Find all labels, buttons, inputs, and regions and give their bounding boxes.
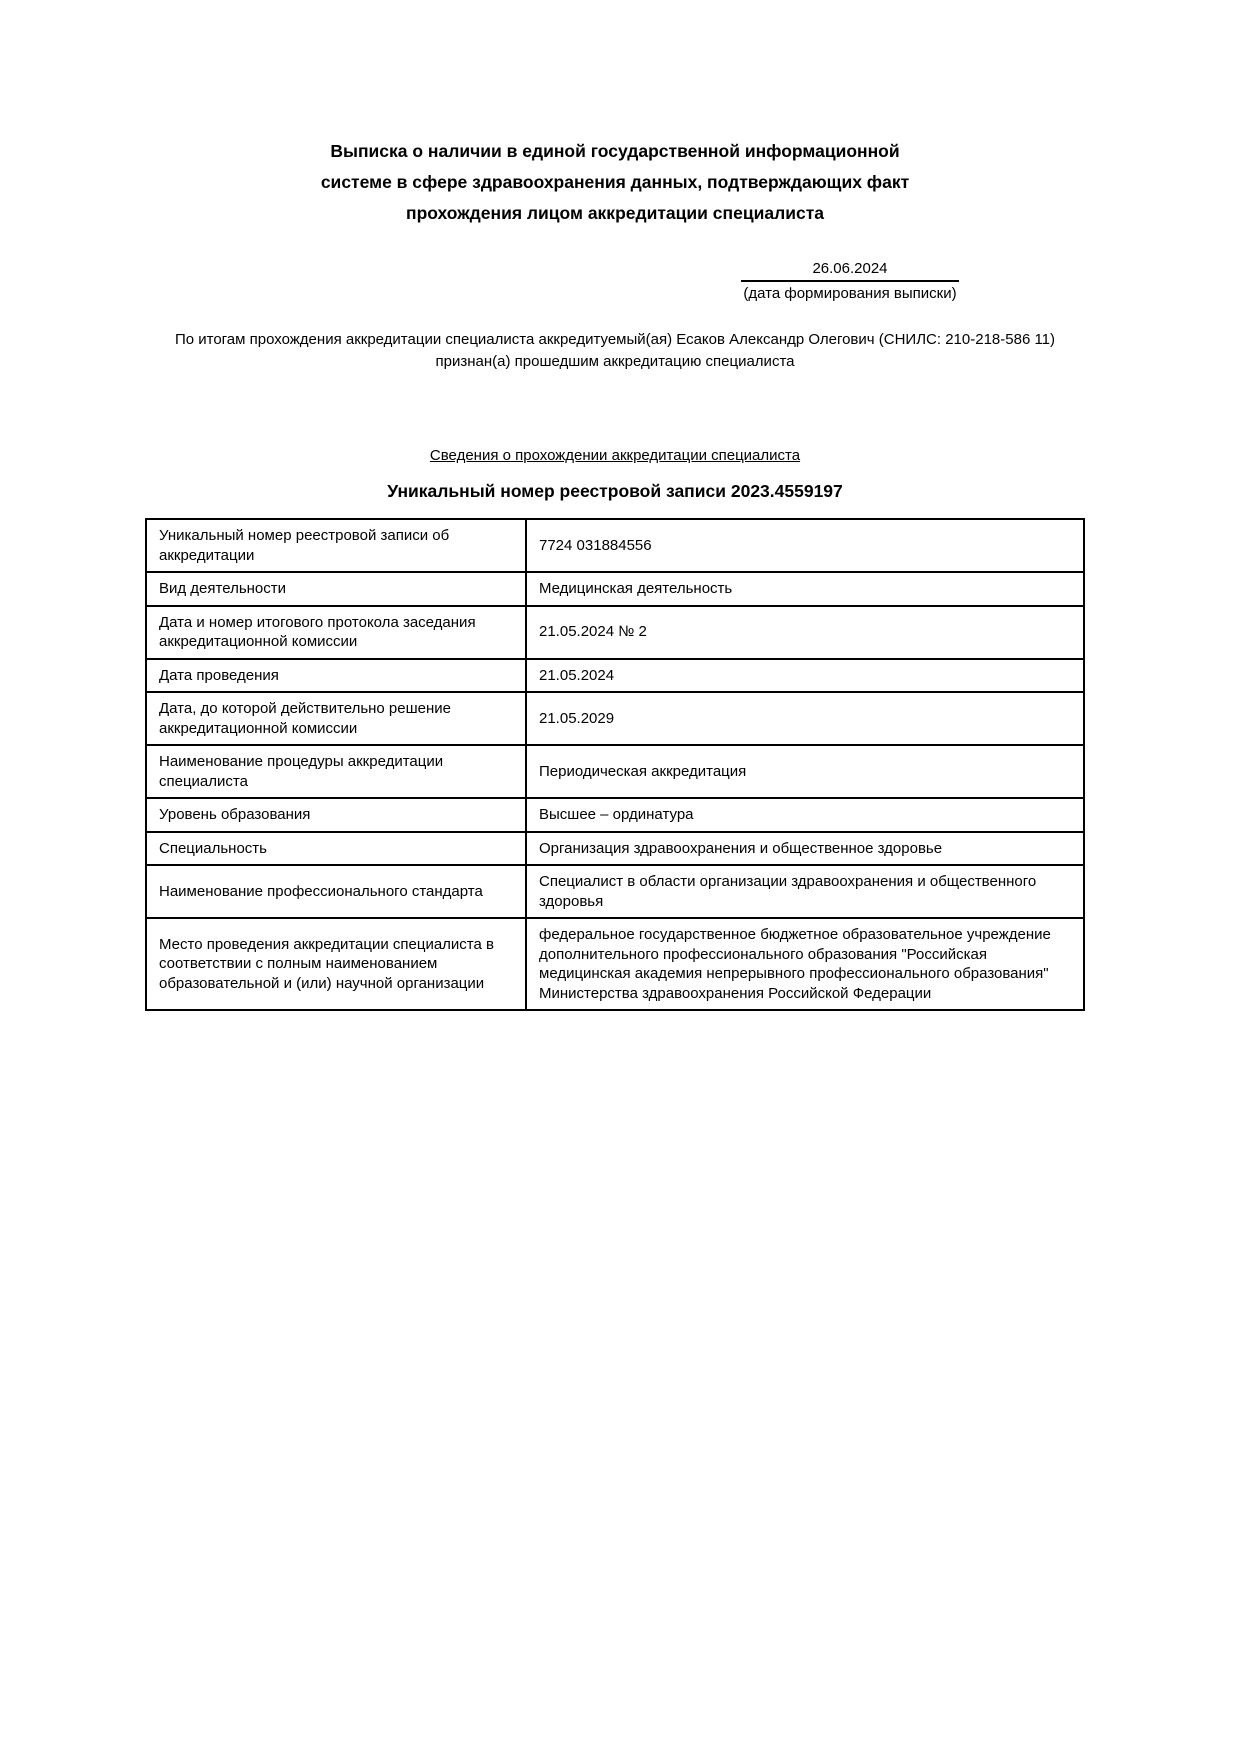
- row-value: Высшее – ординатура: [526, 798, 1084, 832]
- table-row-registry-number: [146, 519, 1084, 572]
- row-label: Дата и номер итогового протокола заседания аккредитационной комиссии: [146, 606, 526, 659]
- row-value: Медицинская деятельность: [526, 572, 1084, 606]
- table-row-protocol-date-number: [146, 606, 1084, 659]
- table-row-exam-date: [146, 659, 1084, 693]
- row-label: Дата, до которой действительно решение аккредитационной комиссии: [146, 692, 526, 745]
- document-title-line-1: Выписка о наличии в единой государственной информационной: [330, 141, 900, 161]
- row-value: 21.05.2024: [526, 659, 1084, 693]
- document-content: [145, 0, 1085, 1011]
- row-label: Наименование профессионального стандарта: [146, 865, 526, 918]
- row-label: Место проведения аккредитации специалиста в соответствии с полным наименованием образовательной и (или) научной организации: [146, 918, 526, 1010]
- row-value: 7724 031884556: [526, 519, 1084, 572]
- section-heading: Сведения о прохождении аккредитации специалиста: [429, 447, 801, 464]
- accreditation-table: [145, 518, 1085, 1011]
- intro-line-1: По итогам прохождения аккредитации специалиста аккредитуемый(ая) Есаков Александр Олегович (СНИЛС: 210-218-586 11): [174, 331, 1056, 348]
- table-row-accreditation-place: [146, 918, 1084, 1010]
- row-value: федеральное государственное бюджетное образовательное учреждение дополнительного профессионального образования "Российская медицинская академия непрерывного профессионального образования" Министерства здравоохранения Российской Федерации: [526, 918, 1084, 1010]
- table-row-education-level: [146, 798, 1084, 832]
- document-title-line-2: системе в сфере здравоохранения данных, подтверждающих факт: [320, 172, 910, 192]
- row-value: 21.05.2024 № 2: [526, 606, 1084, 659]
- document-title: [145, 136, 1085, 229]
- issue-date-block: [715, 260, 985, 302]
- row-value: Периодическая аккредитация: [526, 745, 1084, 798]
- row-label: Дата проведения: [146, 659, 526, 693]
- row-label: Вид деятельности: [146, 572, 526, 606]
- row-label: Уникальный номер реестровой записи об аккредитации: [146, 519, 526, 572]
- issue-date: 26.06.2024: [741, 260, 959, 282]
- row-label: Специальность: [146, 832, 526, 866]
- table-row-activity-type: [146, 572, 1084, 606]
- table-row-procedure-name: [146, 745, 1084, 798]
- row-label: Наименование процедуры аккредитации специалиста: [146, 745, 526, 798]
- row-value: Организация здравоохранения и общественное здоровье: [526, 832, 1084, 866]
- document-title-line-3: прохождения лицом аккредитации специалиста: [406, 203, 824, 223]
- row-value: 21.05.2029: [526, 692, 1084, 745]
- issue-date-caption: (дата формирования выписки): [743, 285, 957, 302]
- row-value: Специалист в области организации здравоохранения и общественного здоровья: [526, 865, 1084, 918]
- intro-line-2: признан(а) прошедшим аккредитацию специалиста: [435, 353, 795, 370]
- intro-paragraph: [145, 329, 1085, 373]
- record-number-heading: Уникальный номер реестровой записи 2023.4559197: [387, 481, 843, 501]
- table-row-valid-until-date: [146, 692, 1084, 745]
- table-row-specialty: [146, 832, 1084, 866]
- table-row-professional-standard: [146, 865, 1084, 918]
- row-label: Уровень образования: [146, 798, 526, 832]
